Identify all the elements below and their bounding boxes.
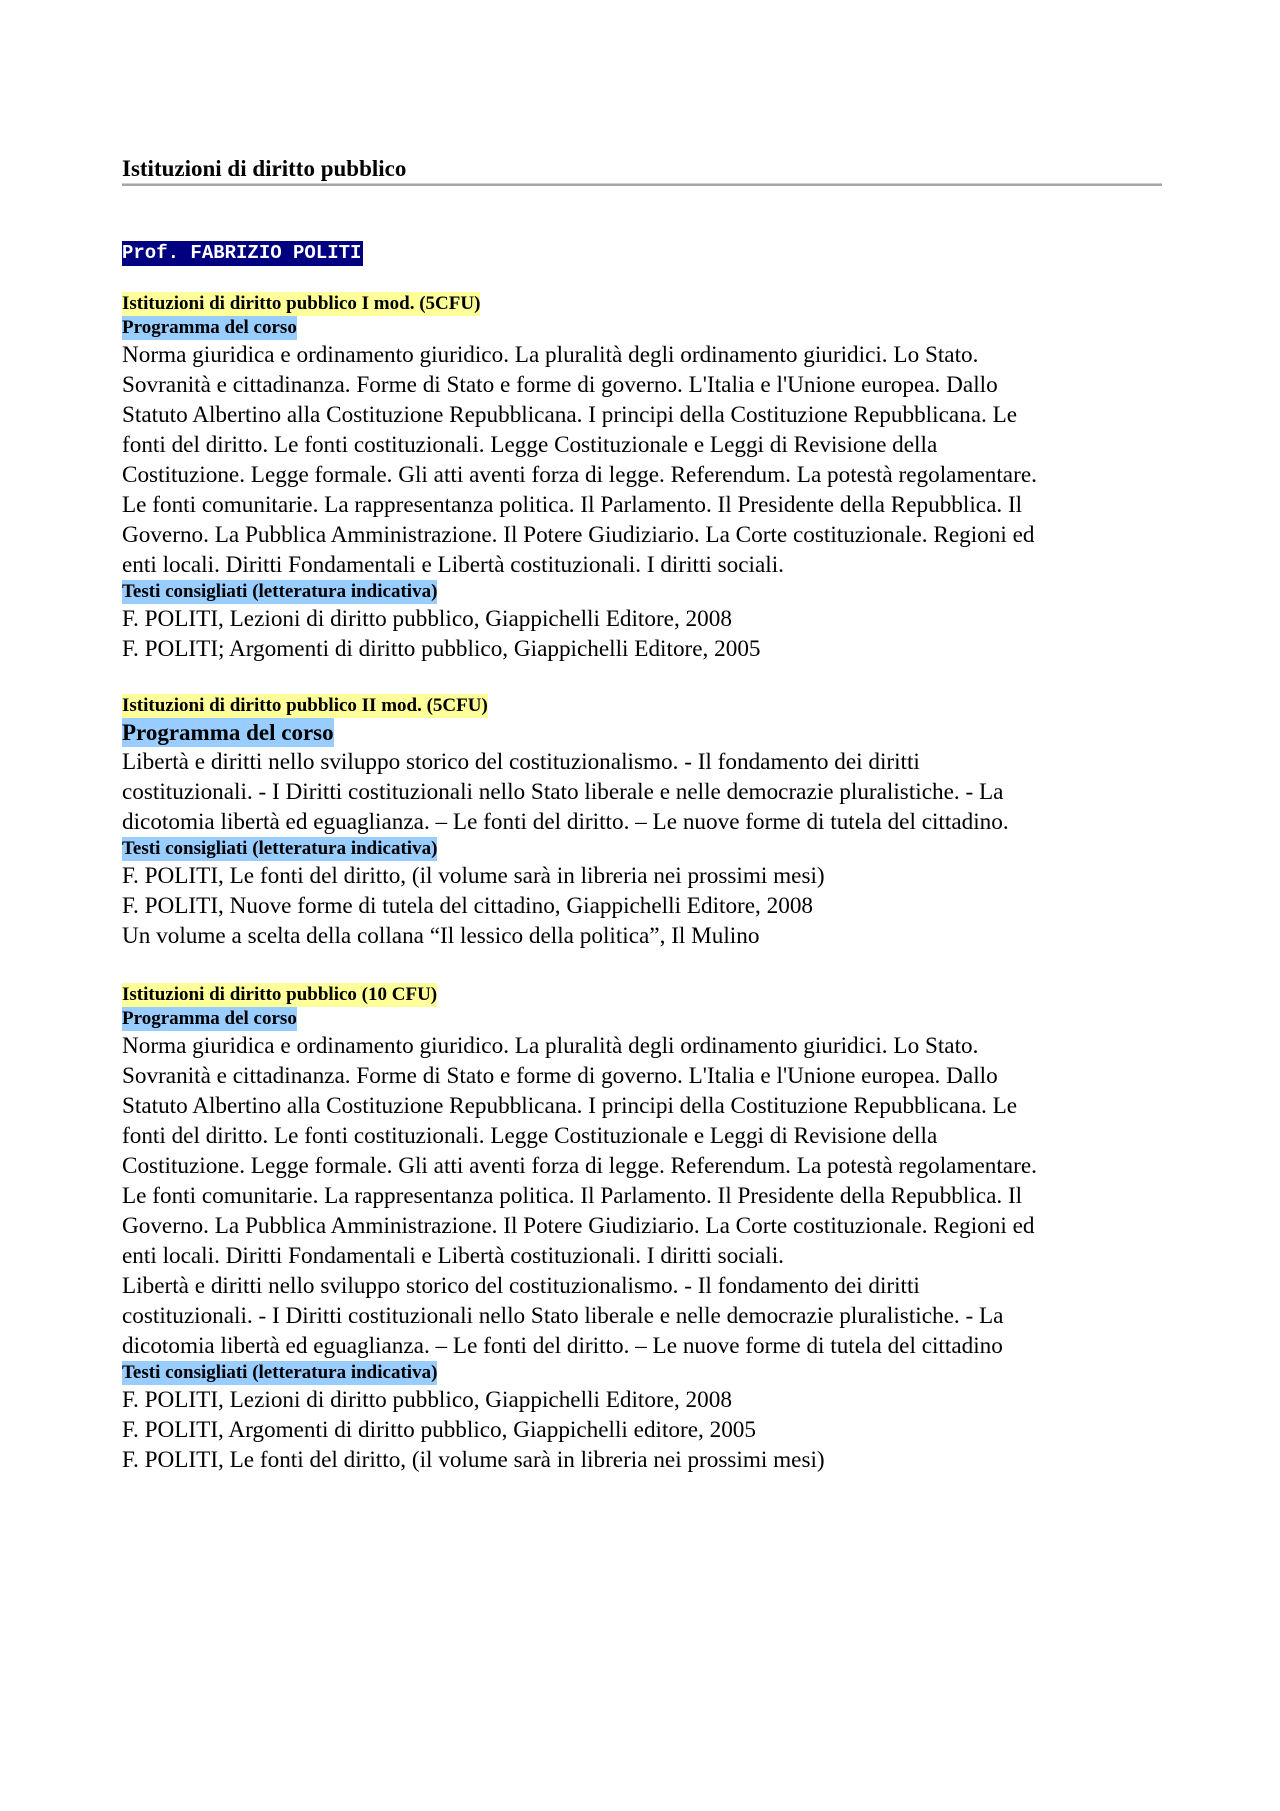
program-line: Libertà e diritti nello sviluppo storico del costituzionalismo. - Il fondamento dei diritti xyxy=(122,749,920,775)
program-line: enti locali. Diritti Fondamentali e Libertà costituzionali. I diritti sociali. xyxy=(122,1243,784,1269)
reference-item: F. POLITI, Lezioni di diritto pubblico, Giappichelli Editore, 2008 xyxy=(122,1387,732,1413)
reference-item: F. POLITI, Argomenti di diritto pubblico, Giappichelli editore, 2005 xyxy=(122,1417,756,1443)
program-line: fonti del diritto. Le fonti costituzionali. Legge Costituzionale e Leggi di Revisione della xyxy=(122,432,938,458)
course-section-1 xyxy=(122,292,1162,664)
program-line: Norma giuridica e ordinamento giuridico. La pluralità degli ordinamento giuridici. Lo Stato. xyxy=(122,342,979,368)
program-label: Programma del corso xyxy=(122,1008,297,1029)
professor-name: Prof. FABRIZIO POLITI xyxy=(122,242,362,264)
program-line: Costituzione. Legge formale. Gli atti aventi forza di legge. Referendum. La potestà regolamentare. xyxy=(122,1153,1037,1179)
program-line: dicotomia libertà ed eguaglianza. – Le fonti del diritto. – Le nuove forme di tutela del cittadino xyxy=(122,1333,1003,1359)
program-line: Statuto Albertino alla Costituzione Repubblicana. I principi della Costituzione Repubblicana. Le xyxy=(122,402,1018,428)
program-line: Sovranità e cittadinanza. Forme di Stato e forme di governo. L'Italia e l'Unione europea. Dallo xyxy=(122,1063,998,1089)
program-line: Sovranità e cittadinanza. Forme di Stato e forme di governo. L'Italia e l'Unione europea. Dallo xyxy=(122,372,998,398)
program-line: Libertà e diritti nello sviluppo storico del costituzionalismo. - Il fondamento dei diritti xyxy=(122,1273,920,1299)
section-heading: Istituzioni di diritto pubblico I mod. (5CFU) xyxy=(122,293,481,314)
program-text xyxy=(122,340,1162,580)
program-line: Statuto Albertino alla Costituzione Repubblicana. I principi della Costituzione Repubblicana. Le xyxy=(122,1093,1018,1119)
course-section-3 xyxy=(122,983,1162,1475)
course-section-2 xyxy=(122,694,1162,951)
program-line: dicotomia libertà ed eguaglianza. – Le fonti del diritto. – Le nuove forme di tutela del cittadino. xyxy=(122,809,1009,835)
reference-item: F. POLITI, Le fonti del diritto, (il volume sarà in libreria nei prossimi mesi) xyxy=(122,1447,825,1473)
document-title: Istituzioni di diritto pubblico xyxy=(122,156,407,181)
program-line: costituzionali. - I Diritti costituzionali nello Stato liberale e nelle democrazie pluralistiche. - La xyxy=(122,779,1004,805)
texts-label: Testi consigliati (letteratura indicativa) xyxy=(122,581,438,602)
reference-item: Un volume a scelta della collana “Il lessico della politica”, Il Mulino xyxy=(122,923,760,949)
program-text xyxy=(122,747,1162,837)
texts-label: Testi consigliati (letteratura indicativa) xyxy=(122,1362,438,1383)
program-label: Programma del corso xyxy=(122,720,334,745)
program-line: costituzionali. - I Diritti costituzionali nello Stato liberale e nelle democrazie pluralistiche. - La xyxy=(122,1303,1004,1329)
program-line: Governo. La Pubblica Amministrazione. Il Potere Giudiziario. La Corte costituzionale. Regioni ed xyxy=(122,522,1035,548)
reference-item: F. POLITI, Lezioni di diritto pubblico, Giappichelli Editore, 2008 xyxy=(122,606,732,632)
reference-item: F. POLITI, Le fonti del diritto, (il volume sarà in libreria nei prossimi mesi) xyxy=(122,863,825,889)
program-label: Programma del corso xyxy=(122,317,297,338)
program-line: Le fonti comunitarie. La rappresentanza politica. Il Parlamento. Il Presidente della Repubblica. Il xyxy=(122,492,1023,518)
section-heading: Istituzioni di diritto pubblico II mod. (5CFU) xyxy=(122,695,488,716)
reference-item: F. POLITI, Nuove forme di tutela del cittadino, Giappichelli Editore, 2008 xyxy=(122,893,814,919)
program-line: fonti del diritto. Le fonti costituzionali. Legge Costituzionale e Leggi di Revisione della xyxy=(122,1123,938,1149)
texts-label: Testi consigliati (letteratura indicativa) xyxy=(122,838,438,859)
program-text xyxy=(122,1031,1162,1361)
reference-item: F. POLITI; Argomenti di diritto pubblico, Giappichelli Editore, 2005 xyxy=(122,636,761,662)
title-divider xyxy=(122,183,1162,186)
program-line: Le fonti comunitarie. La rappresentanza politica. Il Parlamento. Il Presidente della Repubblica. Il xyxy=(122,1183,1023,1209)
program-line: Costituzione. Legge formale. Gli atti aventi forza di legge. Referendum. La potestà regolamentare. xyxy=(122,462,1037,488)
section-heading: Istituzioni di diritto pubblico (10 CFU) xyxy=(122,984,438,1005)
program-line: Governo. La Pubblica Amministrazione. Il Potere Giudiziario. La Corte costituzionale. Regioni ed xyxy=(122,1213,1035,1239)
program-line: Norma giuridica e ordinamento giuridico. La pluralità degli ordinamento giuridici. Lo Stato. xyxy=(122,1033,979,1059)
program-line: enti locali. Diritti Fondamentali e Libertà costituzionali. I diritti sociali. xyxy=(122,552,784,578)
